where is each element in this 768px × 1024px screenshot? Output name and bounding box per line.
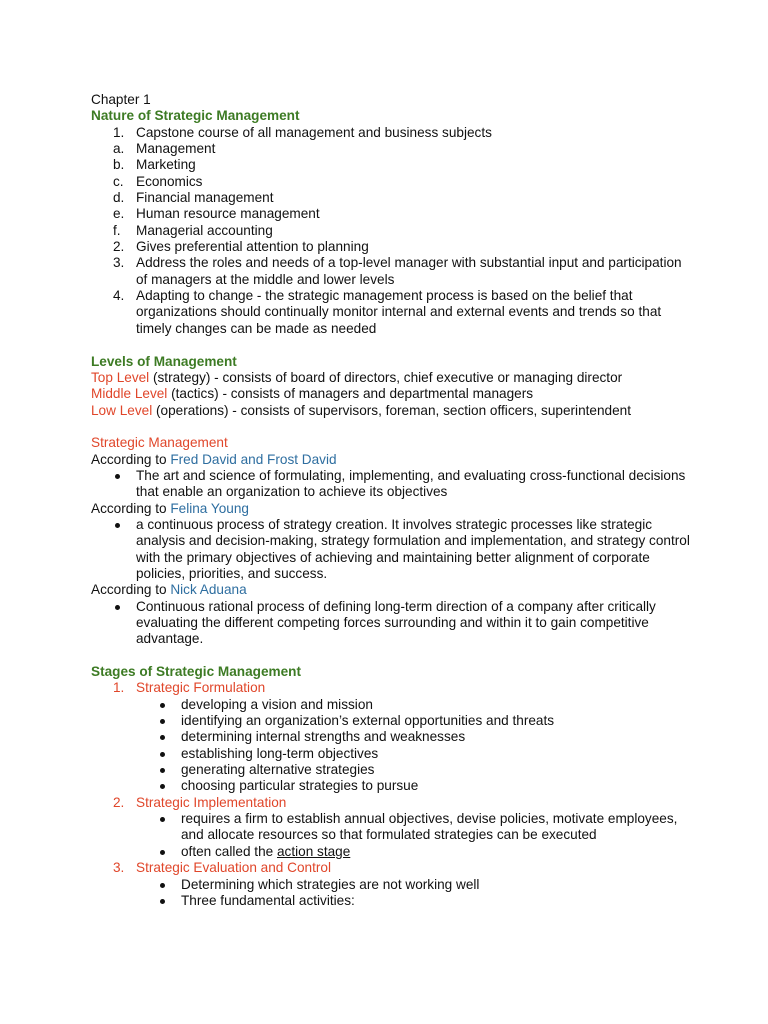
list-item bbox=[91, 746, 691, 762]
bullet-text: developing a vision and mission bbox=[181, 696, 373, 712]
list-text: Financial management bbox=[136, 190, 274, 206]
list-text: Capstone course of all management and business subjects bbox=[136, 124, 492, 140]
list-item bbox=[91, 223, 691, 239]
level-text: (tactics) - consists of managers and departmental managers bbox=[167, 386, 534, 402]
list-marker: f. bbox=[113, 222, 121, 238]
bullet-marker bbox=[91, 517, 136, 582]
level-top bbox=[91, 370, 691, 386]
list-text: Management bbox=[136, 141, 216, 157]
definition-item bbox=[91, 468, 691, 501]
list-item bbox=[91, 697, 691, 713]
list-marker: a. bbox=[113, 141, 125, 157]
bullet-text: requires a firm to establish annual objectives, devise policies, motivate employees, and allocate resources so that formulated strategies can be executed bbox=[181, 811, 678, 843]
definition-item bbox=[91, 517, 691, 582]
list-marker: c. bbox=[113, 173, 124, 189]
bullet-marker bbox=[136, 811, 181, 844]
bullet-text: choosing particular strategies to pursue bbox=[181, 778, 419, 794]
bullet-marker bbox=[136, 893, 181, 909]
stage-marker: 1. bbox=[113, 680, 125, 696]
according-prefix: According to bbox=[91, 500, 171, 516]
bullet-marker bbox=[136, 746, 181, 762]
nature-list bbox=[91, 125, 691, 337]
document-content bbox=[91, 92, 691, 909]
according-line bbox=[91, 452, 691, 468]
list-text: Managerial accounting bbox=[136, 222, 273, 238]
bullet-text: Three fundamental activities: bbox=[181, 892, 355, 908]
stage-marker: 3. bbox=[113, 860, 125, 876]
bullet-text: determining internal strengths and weaknesses bbox=[181, 729, 466, 745]
list-text: Gives preferential attention to planning bbox=[136, 239, 369, 255]
level-text: (operations) - consists of supervisors, foreman, section officers, superintendent bbox=[152, 402, 631, 418]
definition-text: Continuous rational process of defining long-term direction of a company after critically evaluating the different competing forces surrounding and within it to gain competitive advantage. bbox=[136, 598, 656, 647]
author-name: Nick Aduana bbox=[170, 582, 247, 598]
list-marker: 4. bbox=[113, 288, 125, 304]
stage-item bbox=[91, 795, 691, 811]
list-text: Marketing bbox=[136, 157, 196, 173]
spacer bbox=[91, 337, 691, 353]
bullet-text: identifying an organization’s external opportunities and threats bbox=[181, 713, 555, 729]
bullet-marker bbox=[91, 468, 136, 501]
list-item bbox=[91, 729, 691, 745]
list-item bbox=[91, 811, 691, 844]
definition-text: The art and science of formulating, implementing, and evaluating cross-functional decisions that enable an organization to achieve its objectives bbox=[136, 467, 686, 500]
list-marker: b. bbox=[113, 157, 125, 173]
list-item bbox=[91, 125, 691, 141]
action-stage-term: action stage bbox=[276, 843, 351, 859]
list-marker: e. bbox=[113, 206, 125, 222]
author-name: Fred David and Frost David bbox=[170, 451, 337, 467]
level-middle bbox=[91, 386, 691, 402]
stage-item bbox=[91, 680, 691, 696]
according-prefix: According to bbox=[91, 451, 171, 467]
list-marker: d. bbox=[113, 190, 125, 206]
list-item bbox=[91, 844, 691, 860]
spacer bbox=[91, 648, 691, 664]
bullet-text: Determining which strategies are not working well bbox=[181, 876, 480, 892]
level-label: Top Level bbox=[91, 369, 150, 385]
stage-title: Strategic Formulation bbox=[136, 680, 266, 696]
list-item bbox=[91, 141, 691, 157]
list-text: Address the roles and needs of a top-level manager with substantial input and participation of managers at the middle and lower levels bbox=[136, 255, 682, 287]
stage-item bbox=[91, 860, 691, 876]
bullet-marker bbox=[136, 778, 181, 794]
list-item bbox=[91, 206, 691, 222]
list-item bbox=[91, 762, 691, 778]
chapter-title: Chapter 1 bbox=[91, 92, 151, 107]
bullet-marker bbox=[136, 844, 181, 860]
levels-heading: Levels of Management bbox=[91, 353, 237, 369]
list-text: Economics bbox=[136, 173, 203, 189]
bullet-prefix: often called the bbox=[181, 843, 277, 859]
stage-title: Strategic Implementation bbox=[136, 794, 287, 810]
bullet-text: generating alternative strategies bbox=[181, 762, 375, 778]
list-item bbox=[91, 288, 691, 337]
bullet-text: establishing long-term objectives bbox=[181, 745, 379, 761]
bullet-marker bbox=[136, 729, 181, 745]
list-marker: 3. bbox=[113, 255, 125, 271]
list-item bbox=[91, 239, 691, 255]
bullet-text bbox=[181, 844, 691, 860]
stage-marker: 2. bbox=[113, 794, 125, 810]
definition-item bbox=[91, 599, 691, 648]
spacer bbox=[91, 419, 691, 435]
definition-text: a continuous process of strategy creation. It involves strategic processes like strategic analysis and decision-making, strategy formulation and implementation, and strategy control with the primary objectives of achieving and maintaining better alignment of corporate policies, priorities, and success. bbox=[136, 516, 690, 581]
author-name: Felina Young bbox=[170, 500, 249, 516]
bullet-marker bbox=[136, 762, 181, 778]
bullet-marker bbox=[136, 713, 181, 729]
list-text: Adapting to change - the strategic management process is based on the belief that organizations should continually monitor internal and external events and trends so that timely changes can be made as needed bbox=[136, 288, 662, 336]
bullet-marker bbox=[136, 877, 181, 893]
nature-heading: Nature of Strategic Management bbox=[91, 108, 300, 124]
strategic-heading: Strategic Management bbox=[91, 435, 228, 451]
list-item bbox=[91, 174, 691, 190]
list-item bbox=[91, 778, 691, 794]
bullet-marker bbox=[91, 599, 136, 648]
list-item bbox=[91, 157, 691, 173]
according-line bbox=[91, 582, 691, 598]
list-text: Human resource management bbox=[136, 206, 320, 222]
stages-heading: Stages of Strategic Management bbox=[91, 664, 301, 680]
list-marker: 2. bbox=[113, 239, 125, 255]
list-item bbox=[91, 190, 691, 206]
according-prefix: According to bbox=[91, 582, 171, 598]
level-low bbox=[91, 403, 691, 419]
level-text: (strategy) - consists of board of directors, chief executive or managing director bbox=[149, 369, 623, 385]
stage-title: Strategic Evaluation and Control bbox=[136, 860, 331, 876]
list-item bbox=[91, 893, 691, 909]
bullet-marker bbox=[136, 697, 181, 713]
level-label: Middle Level bbox=[91, 386, 168, 402]
list-item bbox=[91, 713, 691, 729]
level-label: Low Level bbox=[91, 402, 153, 418]
list-marker: 1. bbox=[113, 124, 125, 140]
list-item bbox=[91, 877, 691, 893]
list-item bbox=[91, 255, 691, 288]
according-line bbox=[91, 501, 691, 517]
